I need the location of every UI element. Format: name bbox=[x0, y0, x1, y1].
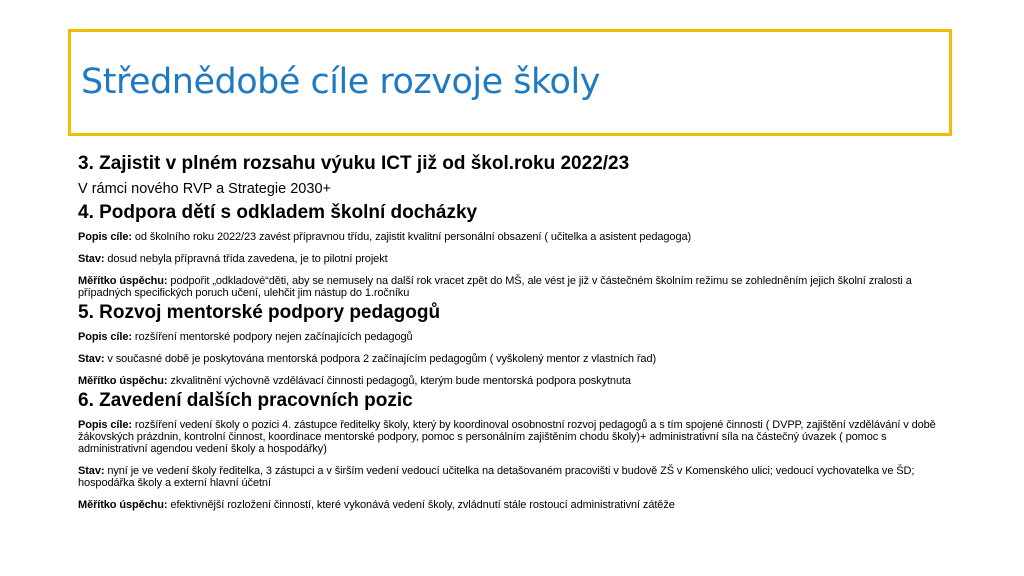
section-5-measure bbox=[78, 375, 958, 387]
section-3-subtitle: V rámci nového RVP a Strategie 2030+ bbox=[78, 181, 331, 197]
measure-label: Měřítko úspěchu: bbox=[78, 375, 168, 387]
status-text: nyní je ve vedení školy ředitelka, 3 zástupci a v širším vedení vedoucí učitelka na detašovaném pracovišti v budově ZŠ v Komenského ulici; vedoucí vychovatelka ve ŠD; hospodářka školy a externí hlavní účetní bbox=[78, 465, 915, 489]
section-6-status bbox=[78, 465, 958, 489]
section-4-status bbox=[78, 253, 958, 265]
title-frame bbox=[68, 29, 952, 136]
section-4-heading: 4. Podpora dětí s odkladem školní docházky bbox=[78, 202, 478, 223]
measure-label: Měřítko úspěchu: bbox=[78, 275, 168, 287]
status-label: Stav: bbox=[78, 353, 105, 365]
section-5 bbox=[78, 301, 958, 387]
measure-text: efektivnější rozložení činností, které vykonává vedení školy, zvládnutí stále rostoucí administrativní zátěže bbox=[167, 499, 675, 511]
goal-label: Popis cíle: bbox=[78, 419, 132, 431]
measure-label: Měřítko úspěchu: bbox=[78, 499, 168, 511]
status-label: Stav: bbox=[78, 253, 105, 265]
goal-text: od školního roku 2022/23 zavést přípravnou třídu, zajistit kvalitní personální obsazení ( učitelka a asistent pedagoga) bbox=[131, 231, 692, 243]
section-6-heading: 6. Zavedení dalších pracovních pozic bbox=[78, 390, 413, 411]
section-3-heading: 3. Zajistit v plném rozsahu výuku ICT již od škol.roku 2022/23 bbox=[78, 153, 630, 174]
slide-content bbox=[78, 152, 958, 511]
measure-text: zkvalitnění výchovně vzdělávací činnosti pedagogů, kterým bude mentorská podpora poskytnuta bbox=[167, 375, 631, 387]
goal-text: rozšíření vedení školy o pozici 4. zástupce ředitelky školy, který by koordinoval osobnostní rozvoj pedagogů a s tím spojené činnosti ( DVPP, zajištění vzdělávání v době žákovských prázdnin, kontrolní činnost, koordinace mentorské podpory, pomoc s personálním zajištěním chodu školy)+ administrativní síla na částečný úvazek ( pomoc s administrativní agendou vedení školy a hospodářky) bbox=[78, 419, 936, 455]
slide-title: Střednědobé cíle rozvoje školy bbox=[81, 62, 600, 102]
goal-label: Popis cíle: bbox=[78, 331, 132, 343]
section-5-heading: 5. Rozvoj mentorské podpory pedagogů bbox=[78, 302, 441, 323]
section-6 bbox=[78, 389, 958, 511]
section-3 bbox=[78, 152, 958, 199]
goal-label: Popis cíle: bbox=[78, 231, 132, 243]
section-5-goal bbox=[78, 331, 958, 343]
section-5-status bbox=[78, 353, 958, 365]
status-text: dosud nebyla přípravná třída zavedena, je to pilotní projekt bbox=[104, 253, 388, 265]
status-text: v současné době je poskytována mentorská podpora 2 začínajícím pedagogům ( vyškolený mentor z vlastních řad) bbox=[104, 353, 657, 365]
status-label: Stav: bbox=[78, 465, 105, 477]
section-4 bbox=[78, 201, 958, 299]
section-6-measure bbox=[78, 499, 958, 511]
goal-text: rozšíření mentorské podpory nejen začínajících pedagogů bbox=[131, 331, 413, 343]
measure-text: podpořit „odkladové“děti, aby se nemusely na další rok vracet zpět do MŠ, ale vést je již v částečném školním režimu se zohledněním jejich školní zralosti a případných specifických poruch učení, ulehčit jim nástup do 1.ročníku bbox=[78, 275, 912, 299]
section-4-goal bbox=[78, 231, 958, 243]
section-6-goal bbox=[78, 419, 958, 455]
section-4-measure bbox=[78, 275, 958, 299]
